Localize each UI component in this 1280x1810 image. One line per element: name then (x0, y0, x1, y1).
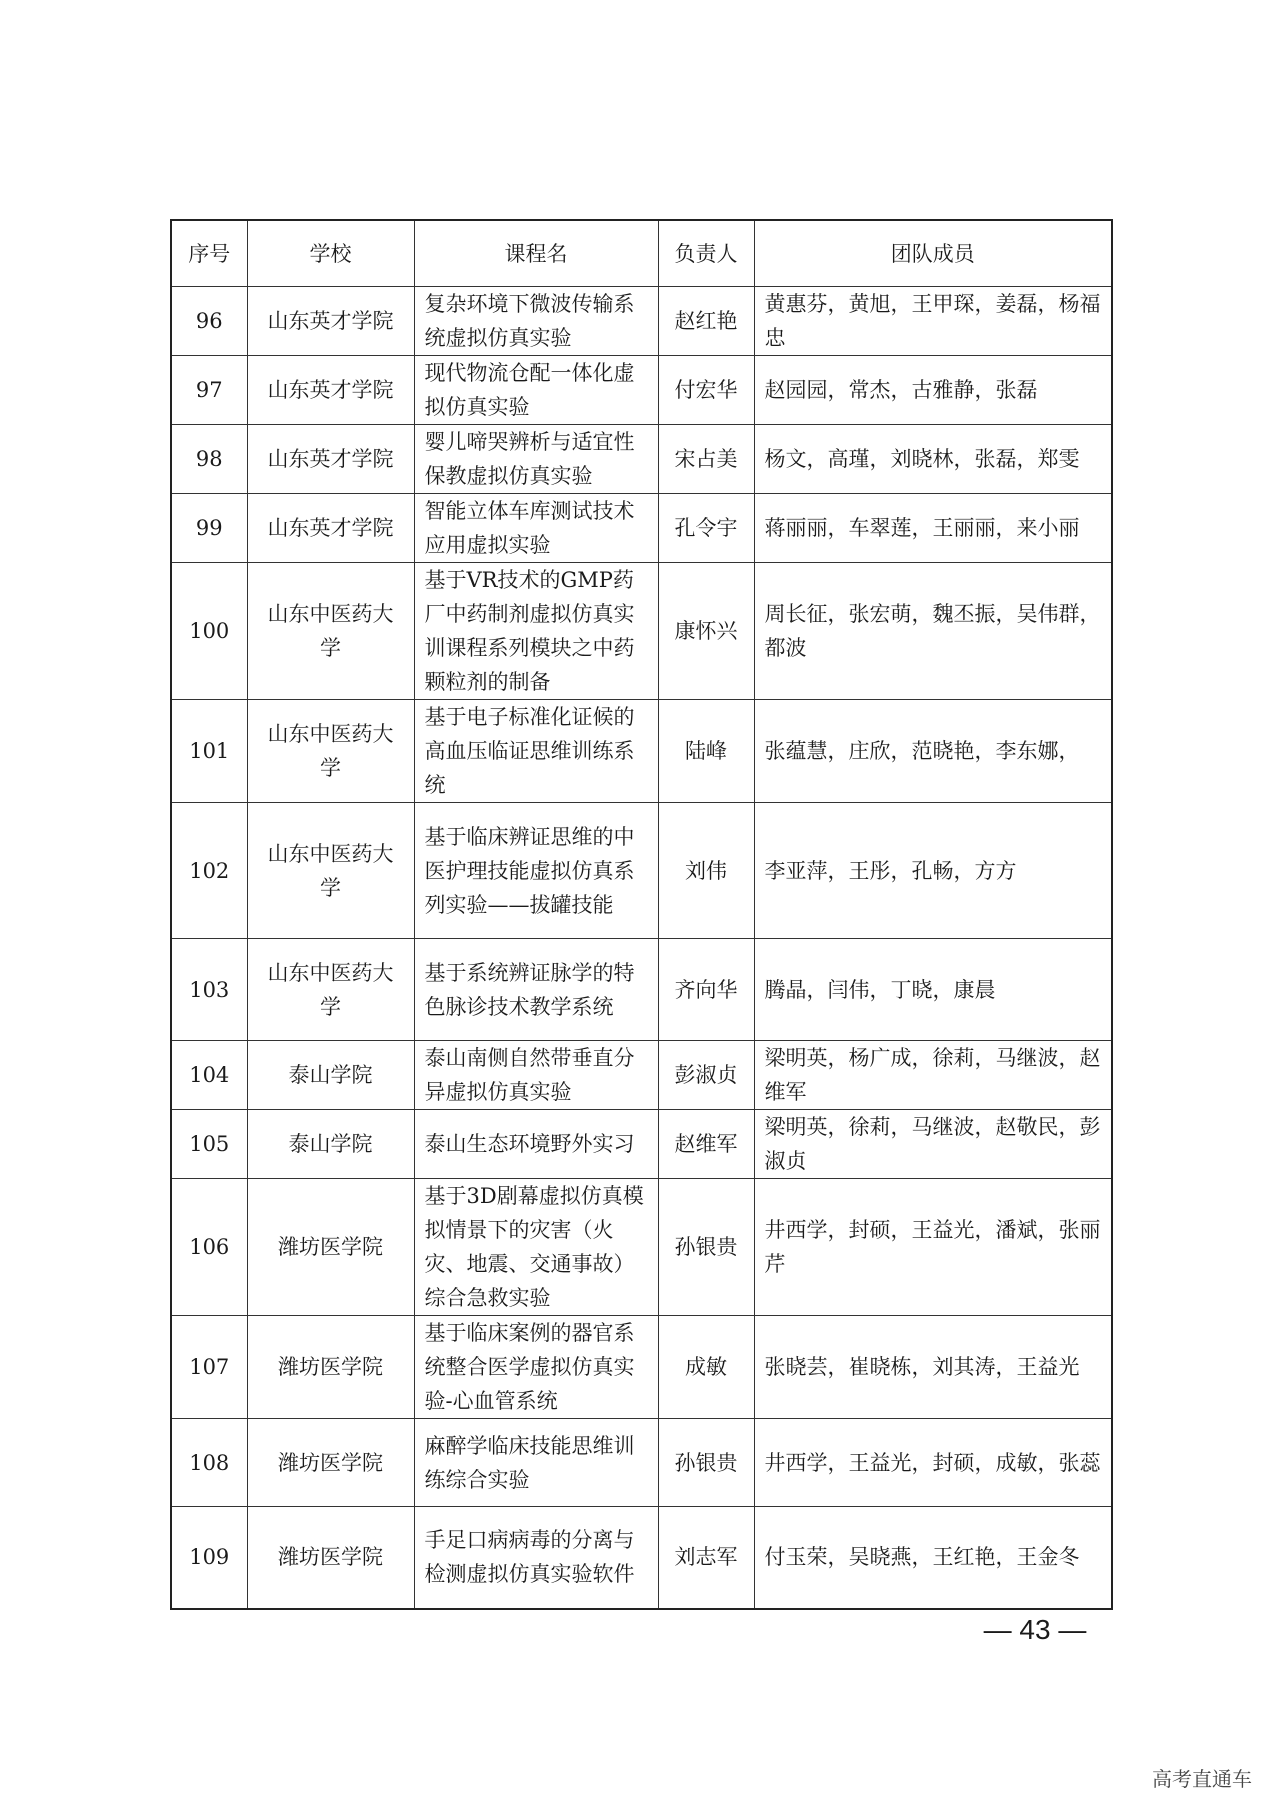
row-school: 山东英才学院 (247, 287, 414, 356)
course-table (170, 219, 1113, 1610)
row-number: 101 (171, 700, 247, 803)
row-team: 付玉荣，吴晓燕，王红艳，王金冬 (754, 1507, 1112, 1609)
row-school: 山东英才学院 (247, 494, 414, 563)
header-course: 课程名 (414, 220, 658, 287)
row-lead: 孔令宇 (658, 494, 754, 563)
row-lead: 孙银贵 (658, 1179, 754, 1316)
row-lead: 彭淑贞 (658, 1041, 754, 1110)
table-row (171, 287, 1112, 356)
row-course: 泰山南侧自然带垂直分异虚拟仿真实验 (414, 1041, 658, 1110)
page-number: — 43 — (983, 1614, 1087, 1645)
row-lead: 刘志军 (658, 1507, 754, 1609)
row-team: 黄惠芬，黄旭，王甲琛，姜磊，杨福忠 (754, 287, 1112, 356)
row-team: 李亚萍，王彤，孔畅，方方 (754, 803, 1112, 939)
row-team: 张晓芸，崔晓栋，刘其涛，王益光 (754, 1316, 1112, 1419)
row-team: 腾晶，闫伟，丁晓，康晨 (754, 939, 1112, 1041)
row-number: 102 (171, 803, 247, 939)
row-school: 山东中医药大学 (247, 939, 414, 1041)
row-school: 山东中医药大学 (247, 563, 414, 700)
document-table-wrapper (170, 219, 1111, 1610)
row-course: 基于3D剧幕虚拟仿真模拟情景下的灾害（火灾、地震、交通事故）综合急救实验 (414, 1179, 658, 1316)
header-number: 序号 (171, 220, 247, 287)
row-course: 基于VR技术的GMP药厂中药制剂虚拟仿真实训课程系列模块之中药颗粒剂的制备 (414, 563, 658, 700)
row-lead: 宋占美 (658, 425, 754, 494)
table-row (171, 700, 1112, 803)
row-lead: 齐向华 (658, 939, 754, 1041)
row-number: 105 (171, 1110, 247, 1179)
table-row (171, 1419, 1112, 1507)
row-team: 井西学，封硕，王益光，潘斌，张丽芹 (754, 1179, 1112, 1316)
table-row (171, 356, 1112, 425)
row-team: 蒋丽丽，车翠莲，王丽丽，来小丽 (754, 494, 1112, 563)
row-number: 109 (171, 1507, 247, 1609)
row-school: 潍坊医学院 (247, 1507, 414, 1609)
row-number: 107 (171, 1316, 247, 1419)
row-course: 基于电子标准化证候的高血压临证思维训练系统 (414, 700, 658, 803)
header-team: 团队成员 (754, 220, 1112, 287)
row-team: 张蕴慧，庄欣，范晓艳，李东娜， (754, 700, 1112, 803)
row-course: 麻醉学临床技能思维训练综合实验 (414, 1419, 658, 1507)
row-number: 108 (171, 1419, 247, 1507)
row-lead: 陆峰 (658, 700, 754, 803)
row-lead: 付宏华 (658, 356, 754, 425)
row-number: 103 (171, 939, 247, 1041)
watermark-text: 高考直通车 (1152, 1767, 1252, 1791)
row-team: 井西学，王益光，封硕，成敏，张蕊 (754, 1419, 1112, 1507)
row-school: 潍坊医学院 (247, 1179, 414, 1316)
row-course: 现代物流仓配一体化虚拟仿真实验 (414, 356, 658, 425)
row-course: 婴儿啼哭辨析与适宜性保教虚拟仿真实验 (414, 425, 658, 494)
table-row (171, 939, 1112, 1041)
row-school: 山东英才学院 (247, 425, 414, 494)
table-header-row (171, 220, 1112, 287)
row-lead: 孙银贵 (658, 1419, 754, 1507)
row-school: 潍坊医学院 (247, 1419, 414, 1507)
row-number: 100 (171, 563, 247, 700)
row-number: 98 (171, 425, 247, 494)
header-lead: 负责人 (658, 220, 754, 287)
row-team: 梁明英，徐莉，马继波，赵敬民，彭淑贞 (754, 1110, 1112, 1179)
row-number: 104 (171, 1041, 247, 1110)
row-team: 周长征，张宏萌，魏丕振，吴伟群，都波 (754, 563, 1112, 700)
row-lead: 刘伟 (658, 803, 754, 939)
row-team: 赵园园，常杰，古雅静，张磊 (754, 356, 1112, 425)
row-course: 基于系统辨证脉学的特色脉诊技术教学系统 (414, 939, 658, 1041)
row-number: 97 (171, 356, 247, 425)
row-school: 潍坊医学院 (247, 1316, 414, 1419)
row-lead: 赵维军 (658, 1110, 754, 1179)
table-row (171, 1316, 1112, 1419)
row-lead: 康怀兴 (658, 563, 754, 700)
row-school: 山东英才学院 (247, 356, 414, 425)
row-number: 99 (171, 494, 247, 563)
row-course: 手足口病病毒的分离与检测虚拟仿真实验软件 (414, 1507, 658, 1609)
row-school: 山东中医药大学 (247, 700, 414, 803)
row-number: 106 (171, 1179, 247, 1316)
table-row (171, 803, 1112, 939)
table-row (171, 1507, 1112, 1609)
table-row (171, 494, 1112, 563)
table-row (171, 1179, 1112, 1316)
table-row (171, 1110, 1112, 1179)
header-school: 学校 (247, 220, 414, 287)
table-row (171, 425, 1112, 494)
row-course: 智能立体车库测试技术应用虚拟实验 (414, 494, 658, 563)
row-school: 泰山学院 (247, 1041, 414, 1110)
table-row (171, 563, 1112, 700)
row-team: 梁明英，杨广成，徐莉，马继波，赵维军 (754, 1041, 1112, 1110)
row-school: 山东中医药大学 (247, 803, 414, 939)
row-course: 泰山生态环境野外实习 (414, 1110, 658, 1179)
row-team: 杨文，高瑾，刘晓林，张磊，郑雯 (754, 425, 1112, 494)
row-number: 96 (171, 287, 247, 356)
row-lead: 赵红艳 (658, 287, 754, 356)
row-course: 基于临床辨证思维的中医护理技能虚拟仿真系列实验——拔罐技能 (414, 803, 658, 939)
row-course: 基于临床案例的器官系统整合医学虚拟仿真实验-心血管系统 (414, 1316, 658, 1419)
row-lead: 成敏 (658, 1316, 754, 1419)
table-row (171, 1041, 1112, 1110)
row-school: 泰山学院 (247, 1110, 414, 1179)
row-course: 复杂环境下微波传输系统虚拟仿真实验 (414, 287, 658, 356)
